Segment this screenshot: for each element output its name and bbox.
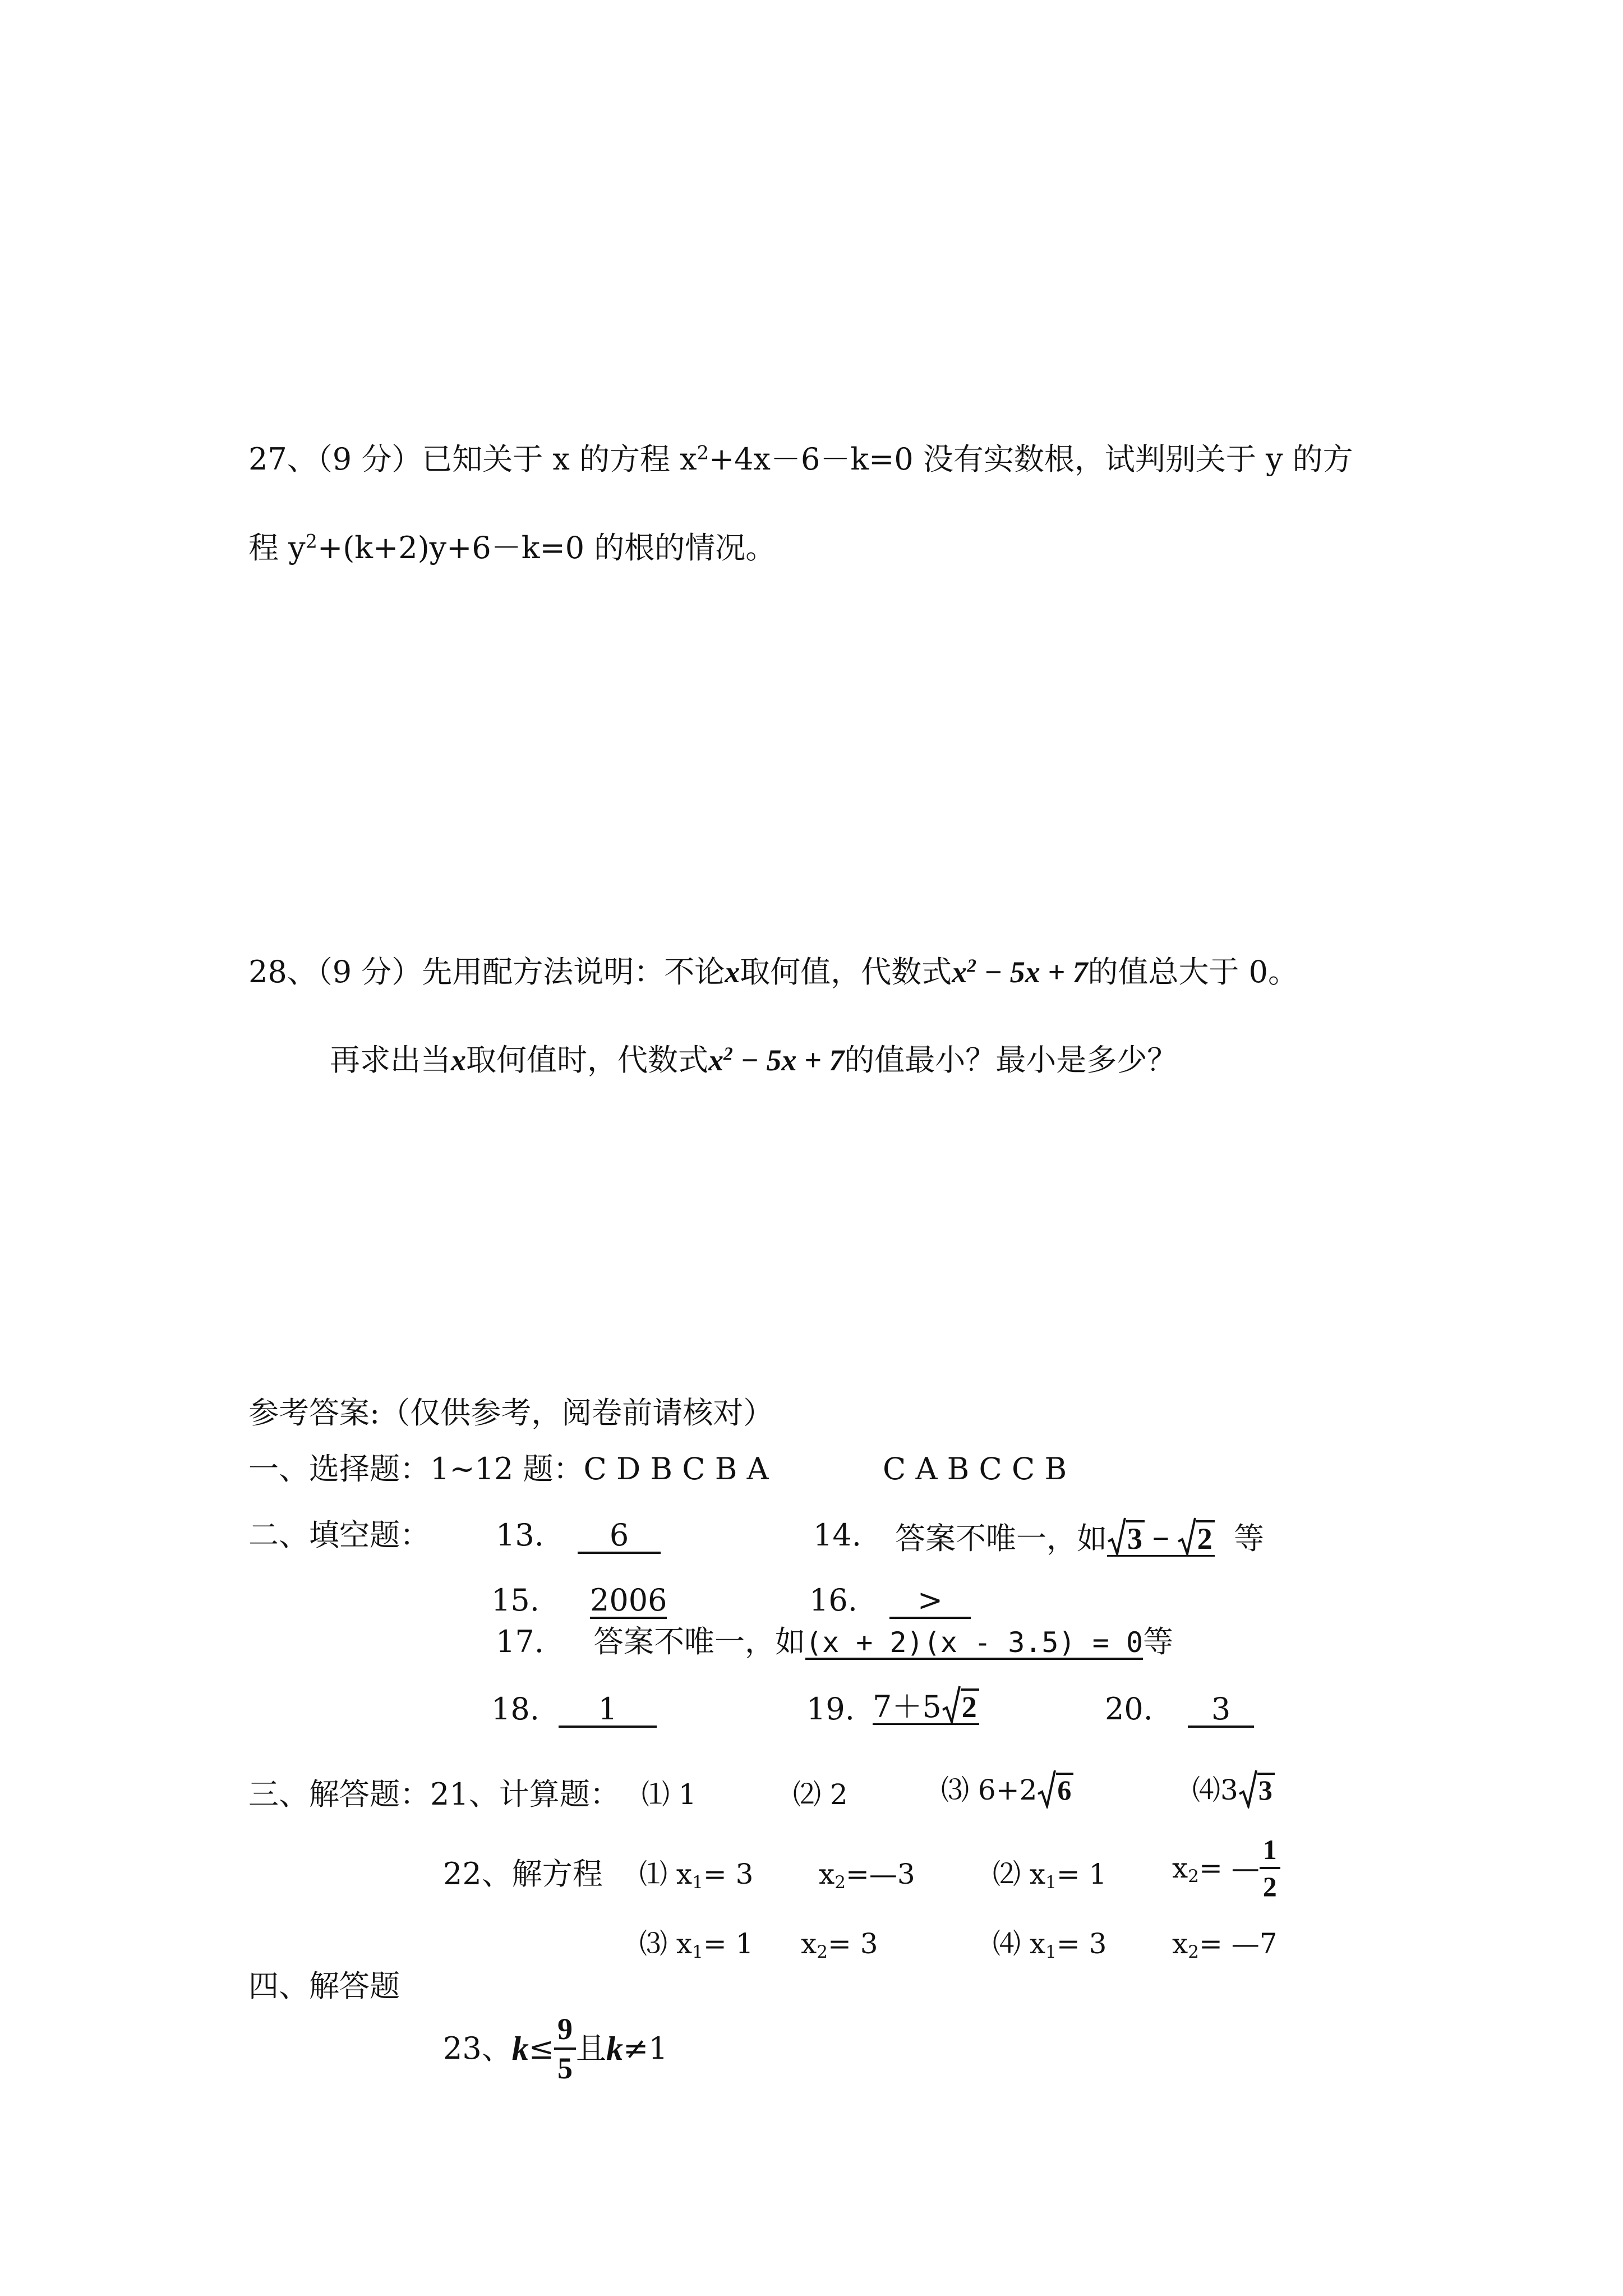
q21-part2: ⑵ 2 [793,1778,848,1811]
q22-eq4-x1: ⑷ $x_1= 3$ [993,1927,1107,1962]
q28-l2-expression: $x^2 - 5x + 7$ [708,1043,845,1077]
q28-l2-variable: x [451,1043,466,1077]
q28-variable: x [725,955,740,989]
q14-number: 14. [813,1517,861,1553]
q20-answer: 3 [1188,1694,1254,1728]
fraction-one-half: $\frac{1}{2}$ [1260,1835,1280,1901]
q28-line-2 [330,1042,1178,1078]
sqrt3-icon: 3 [1107,1520,1145,1554]
q22-eq3-x2: $x_2= 3$ [801,1927,878,1962]
section1-choices-rest: C A B C C B [883,1451,1067,1487]
q22-eq1-x2: $x_2=—3$ [819,1858,915,1893]
q27-line2-suffix: +(k+2)y+6－k=0 的根的情况。 [317,530,776,565]
q22-eq3-x1: ⑶ $x_1= 1$ [639,1927,754,1962]
q28-l2-text-a: 再求出当 [330,1042,451,1078]
q19-answer: 7＋5 2 [873,1688,979,1725]
q28-line-1 [248,954,1298,990]
q15-answer: 2006 [590,1582,667,1618]
q28-text-c: 的值总大于 0。 [1087,954,1298,990]
q18-number: 18. [491,1691,540,1727]
q17-answer: 答案不唯一，如(x + 2)(x - 3.5) = 0等 [593,1624,1174,1659]
section2-label: 二、填空题： [248,1517,430,1553]
q18-answer: 1 [559,1694,657,1728]
q19-number: 19. [806,1691,855,1727]
q27-line2-exponent: 2 [305,530,317,553]
q22-eq1-x1: ⑴ $x_1= 3$ [639,1858,754,1893]
section4-label: 四、解答题 [248,1968,400,2004]
answers-heading: 参考答案:（仅供参考，阅卷前请核对） [248,1395,774,1430]
q28-l2-text-c: 的值最小？最小是多少？ [844,1042,1178,1078]
q27-line-1 [248,441,1353,477]
q27-exponent: 2 [697,441,709,464]
q21-part1: ⑴ 1 [642,1778,697,1811]
sqrt2-icon: 2 [1177,1520,1215,1554]
q27-text-prefix: 27、（9 分）已知关于 x 的方程 x [248,441,697,477]
q21-part3: ⑶ 6+2 6 [941,1773,1073,1804]
q22-eq4-x2: $x_2=$ —7 [1172,1927,1278,1962]
sqrt2-icon: 2 [942,1688,979,1722]
q14-answer: 答案不唯一，如 3 − 2 等 [895,1520,1264,1557]
q16-answer: > [889,1585,971,1619]
section3-label: 三、解答题：21、计算题： [248,1777,620,1812]
q20-number: 20. [1105,1691,1153,1727]
sqrt6-icon: 6 [1037,1773,1073,1804]
q23-answer: 23、k≤ $\frac{9}{5}$ 且k≠1 [443,2012,668,2085]
q13-answer: 6 [578,1520,661,1554]
q28-text-a: 28、（9 分）先用配方法说明：不论 [248,954,725,990]
fraction-nine-fifths: $\frac{9}{5}$ [554,2014,576,2083]
q22-eq2-x1: ⑵ $x_1= 1$ [993,1858,1107,1893]
q27-line-2 [248,530,776,565]
q28-text-b: 取何值，代数式 [740,954,952,990]
q28-expression: $x^2 - 5x + 7$ [952,955,1088,989]
q28-l2-text-b: 取何值时，代数式 [466,1042,708,1078]
q22-eq2-x2: $x_2=$ — $\frac{1}{2}$ [1172,1835,1280,1901]
section1-choices: 一、选择题：1~12 题：C D B C B A [248,1451,769,1487]
q15-number: 15. [491,1582,540,1618]
q13-number: 13. [496,1517,544,1553]
q14-radical-expression: 3 − 2 [1107,1520,1215,1557]
q22-label: 22、解方程 [443,1856,603,1892]
q17-number: 17. [496,1624,544,1659]
q16-number: 16. [809,1582,857,1618]
q21-part4: ⑷3 3 [1192,1773,1275,1804]
q27-line2-prefix: 程 y [248,530,306,565]
sqrt3-icon: 3 [1238,1773,1275,1804]
q27-text-suffix: +4x－6－k=0 没有实数根，试判别关于 y 的方 [708,441,1353,477]
